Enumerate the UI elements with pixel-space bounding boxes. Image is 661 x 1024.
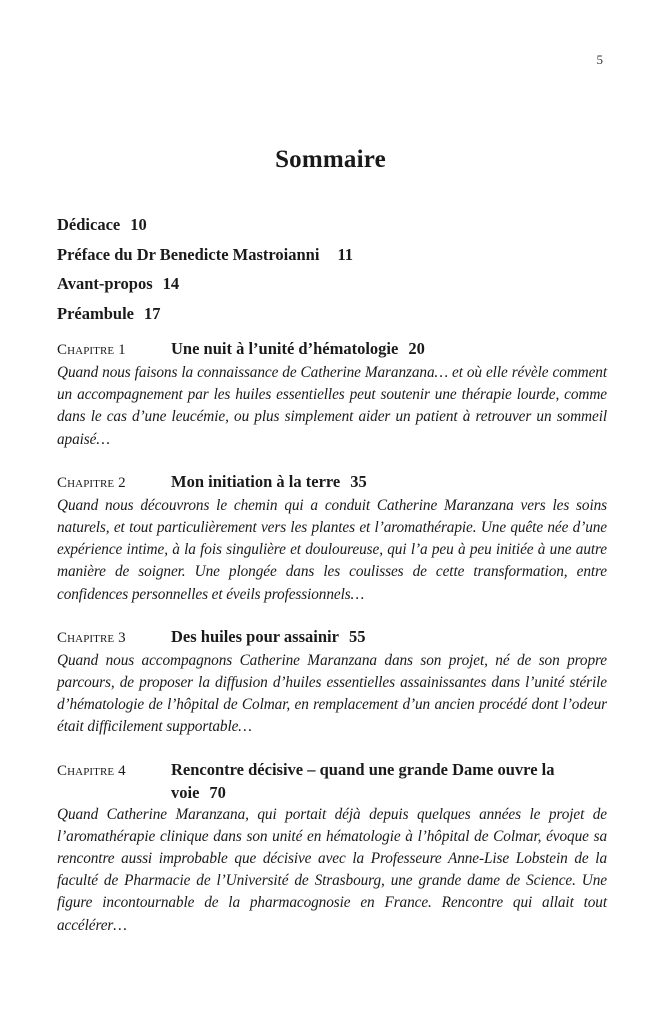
chapter-label: Chapitre 3 — [57, 629, 126, 646]
page-title: Sommaire — [275, 146, 386, 173]
page-number: 5 — [596, 52, 603, 67]
toc-entry-page: 11 — [337, 244, 354, 264]
toc-entry-label: Préambule — [57, 303, 134, 323]
chapter-page: 20 — [408, 339, 425, 358]
chapter-page: 55 — [348, 626, 366, 646]
chapter-title-line — [171, 625, 607, 648]
chapter-list — [57, 337, 607, 956]
chapter-entry-1[interactable] — [57, 337, 607, 451]
chapter-heading — [57, 337, 607, 362]
chapter-title: Des huiles pour assainir — [171, 626, 339, 646]
chapter-title: Rencontre décisive – quand une grande Dame ouvre la voie — [171, 759, 555, 802]
chapter-title: Mon initiation à la terre — [171, 471, 341, 491]
chapter-description: Quand nous accompagnons Catherine Maranzana dans son projet, né de son propre parcours, de proposer la diffusion d’huiles essentielles assainissantes dans l’unité stérile d’hématologie de l’hôpital de Colmar, en remplacement d’un ancien procédé dont l’odeur était difficilement supportable… — [57, 651, 607, 736]
chapter-description: Quand Catherine Maranzana, qui portait déjà depuis quelques années le projet de l’aromathérapie clinique dans son unité en hématologie à l’hôpital de Colmar, évoque sa rencontre aussi improbable que décisive avec la Professeure Anne-Lise Lobstein de la faculté de Pharmacie de l’Université de Strasbourg, une grande dame de Science. Une figure incontournable de la pharmacognosie en France. Rencontre qui allait tout accélérer… — [57, 805, 607, 934]
chapter-title-line — [171, 337, 607, 360]
toc-entry-dedicace[interactable] — [57, 210, 607, 240]
chapter-heading — [57, 758, 607, 804]
toc-entry-page: 10 — [130, 215, 147, 234]
toc-entry-preambule[interactable] — [57, 299, 607, 329]
chapter-heading — [57, 625, 607, 650]
chapter-heading — [57, 470, 607, 495]
chapter-entry-4[interactable] — [57, 758, 607, 937]
chapter-description: Quand nous découvrons le chemin qui a conduit Catherine Maranzana vers les soins naturels, et tout particulièrement vers les plantes et l’aromathérapie. Une quête née d’une expérience intime, à la fois singulière et douloureuse, qui l’a peu à peu initiée à une autre manière de soigner. Une plongée dans les coulisses de cette transformation, entre confidences personnelles et éveils professionnels… — [57, 496, 607, 603]
chapter-description: Quand nous faisons la connaissance de Catherine Maranzana… et où elle révèle comment un accompagnement par les huiles essentielles peut soutenir une thérapie lourde, comme dans le cas d’une leucémie, ou plus simplement aider un patient à retrouver un sommeil apaisé… — [57, 364, 607, 448]
toc-entry-avant-propos[interactable] — [57, 269, 607, 299]
toc-entry-label: Dédicace — [57, 215, 121, 234]
chapter-entry-2[interactable] — [57, 470, 607, 606]
toc-entry-page: 14 — [162, 274, 180, 293]
chapter-label: Chapitre 4 — [57, 762, 126, 779]
chapter-title-line — [171, 470, 607, 493]
toc-entry-preface[interactable] — [57, 240, 607, 270]
chapter-page: 35 — [350, 471, 367, 491]
front-matter-list — [57, 210, 607, 328]
chapter-entry-3[interactable] — [57, 625, 607, 739]
toc-entry-label: Préface du Dr Benedicte Mastroianni — [57, 244, 320, 264]
toc-entry-label: Avant-propos — [57, 274, 153, 293]
chapter-title-line — [171, 758, 607, 804]
chapter-label: Chapitre 1 — [57, 342, 126, 358]
chapter-label: Chapitre 2 — [57, 474, 126, 491]
chapter-page: 70 — [209, 782, 226, 802]
chapter-title: Une nuit à l’unité d’hématologie — [171, 339, 399, 358]
toc-entry-page: 17 — [143, 303, 161, 323]
